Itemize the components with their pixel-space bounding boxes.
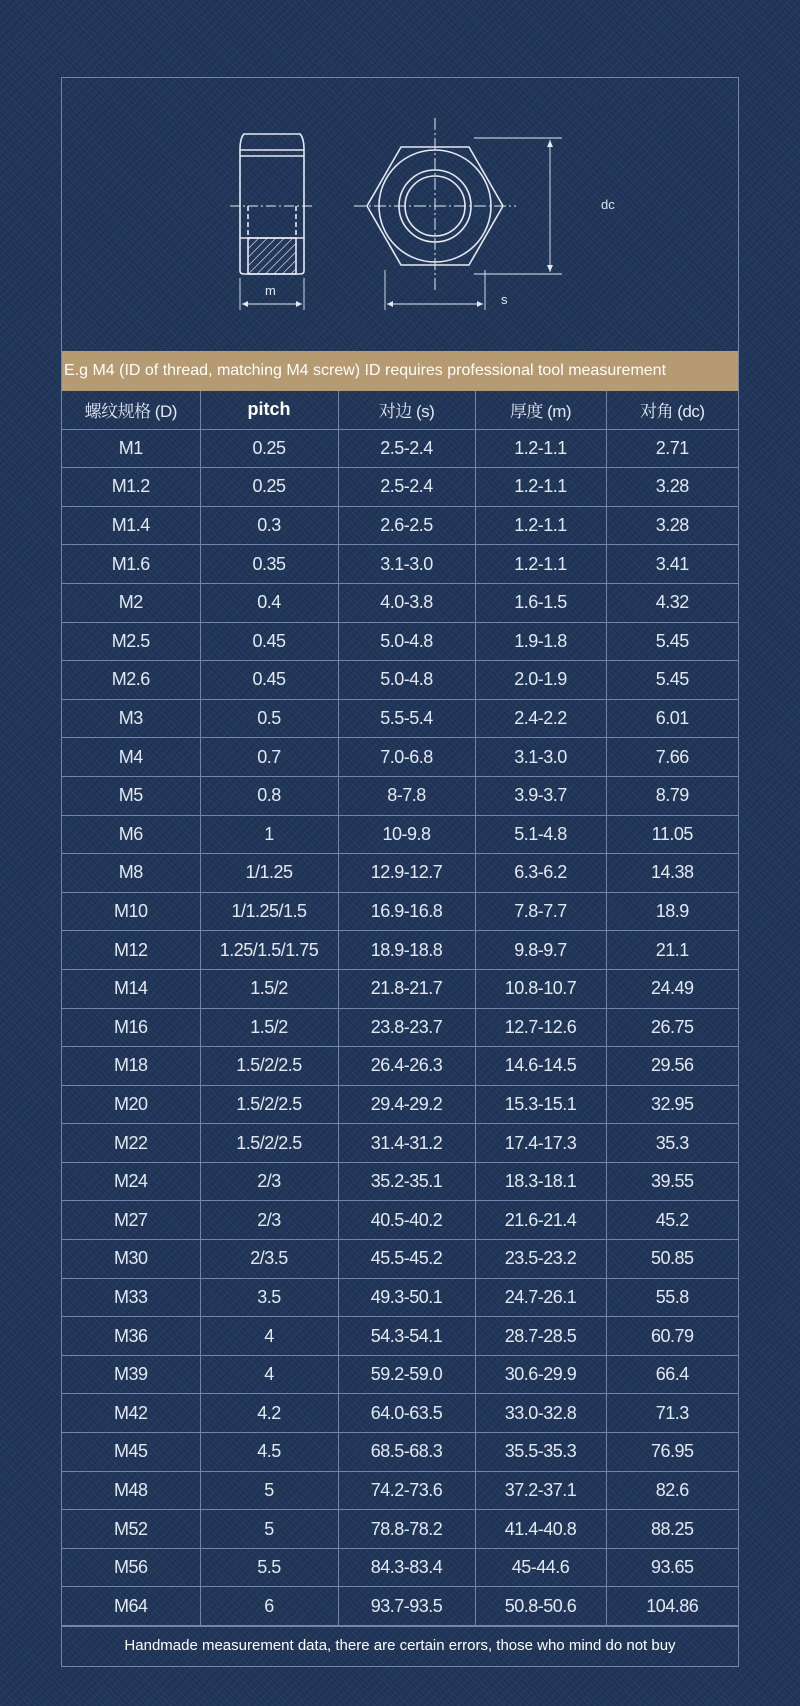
cell-pitch: 1.5/2 [200,969,338,1008]
cell-thread-spec: M4 [62,738,200,777]
cell-thread-spec: M5 [62,776,200,815]
cell-thread-spec: M45 [62,1433,200,1472]
table-body [62,429,738,1625]
hex-nut-diagram [62,78,738,351]
cell-across-corners: 60.79 [606,1317,738,1356]
cell-thread-spec: M6 [62,815,200,854]
table-row [62,1162,738,1201]
table-row [62,892,738,931]
cell-across-corners: 76.95 [606,1433,738,1472]
table-row [62,468,738,507]
cell-thickness: 1.2-1.1 [475,545,606,584]
cell-thickness: 23.5-23.2 [475,1240,606,1279]
table-header-row [62,391,738,429]
cell-thickness: 9.8-9.7 [475,931,606,970]
cell-thickness: 37.2-37.1 [475,1471,606,1510]
table-row [62,545,738,584]
cell-across-flats: 54.3-54.1 [338,1317,475,1356]
cell-thickness: 28.7-28.5 [475,1317,606,1356]
cell-pitch: 3.5 [200,1278,338,1317]
cell-across-corners: 88.25 [606,1510,738,1549]
cell-pitch: 4 [200,1317,338,1356]
table-row [62,506,738,545]
header-thread-spec: 螺纹规格 (D) [62,391,200,429]
table-row [62,1047,738,1086]
cell-thread-spec: M27 [62,1201,200,1240]
cell-across-corners: 5.45 [606,661,738,700]
cell-thickness: 15.3-15.1 [475,1085,606,1124]
table-row [62,583,738,622]
cell-across-flats: 2.5-2.4 [338,468,475,507]
cell-across-corners: 50.85 [606,1240,738,1279]
measurement-note-banner: E.g M4 (ID of thread, matching M4 screw) ID requires professional tool measurement [62,351,738,391]
table-row [62,622,738,661]
table-row [62,1510,738,1549]
dimension-label-dc: dc [601,197,615,212]
cell-thread-spec: M56 [62,1548,200,1587]
cell-thickness: 1.2-1.1 [475,429,606,468]
table-row [62,1433,738,1472]
table-row [62,738,738,777]
cell-across-corners: 2.71 [606,429,738,468]
cell-across-corners: 5.45 [606,622,738,661]
cell-thickness: 41.4-40.8 [475,1510,606,1549]
header-across-corners: 对角 (dc) [606,391,738,429]
cell-across-flats: 18.9-18.8 [338,931,475,970]
cell-thickness: 17.4-17.3 [475,1124,606,1163]
cell-across-corners: 4.32 [606,583,738,622]
cell-pitch: 6 [200,1587,338,1626]
cell-thread-spec: M20 [62,1085,200,1124]
cell-pitch: 0.8 [200,776,338,815]
cell-across-flats: 8-7.8 [338,776,475,815]
cell-pitch: 5 [200,1510,338,1549]
cell-across-flats: 68.5-68.3 [338,1433,475,1472]
cell-across-corners: 55.8 [606,1278,738,1317]
cell-thread-spec: M2.5 [62,622,200,661]
cell-across-flats: 93.7-93.5 [338,1587,475,1626]
cell-thread-spec: M1.2 [62,468,200,507]
cell-across-flats: 2.6-2.5 [338,506,475,545]
cell-across-corners: 21.1 [606,931,738,970]
cell-across-flats: 64.0-63.5 [338,1394,475,1433]
cell-across-corners: 14.38 [606,854,738,893]
cell-across-flats: 21.8-21.7 [338,969,475,1008]
cell-thread-spec: M22 [62,1124,200,1163]
cell-thread-spec: M1 [62,429,200,468]
cell-thickness: 45-44.6 [475,1548,606,1587]
cell-thickness: 2.0-1.9 [475,661,606,700]
cell-thread-spec: M1.4 [62,506,200,545]
nut-spec-table [62,391,738,1626]
cell-pitch: 1.5/2/2.5 [200,1047,338,1086]
cell-across-corners: 82.6 [606,1471,738,1510]
cell-across-corners: 26.75 [606,1008,738,1047]
cell-across-corners: 18.9 [606,892,738,931]
table-row [62,1355,738,1394]
cell-thread-spec: M24 [62,1162,200,1201]
table-row [62,1317,738,1356]
cell-across-corners: 66.4 [606,1355,738,1394]
cell-across-flats: 40.5-40.2 [338,1201,475,1240]
cell-thread-spec: M14 [62,969,200,1008]
cell-across-flats: 49.3-50.1 [338,1278,475,1317]
cell-across-corners: 7.66 [606,738,738,777]
table-row [62,1278,738,1317]
table-row [62,1008,738,1047]
cell-pitch: 0.45 [200,661,338,700]
cell-pitch: 1.5/2/2.5 [200,1124,338,1163]
table-row [62,661,738,700]
cell-across-corners: 32.95 [606,1085,738,1124]
cell-pitch: 0.5 [200,699,338,738]
cell-across-corners: 8.79 [606,776,738,815]
cell-pitch: 1.5/2 [200,1008,338,1047]
cell-thickness: 3.9-3.7 [475,776,606,815]
cell-across-flats: 12.9-12.7 [338,854,475,893]
cell-across-flats: 4.0-3.8 [338,583,475,622]
cell-across-flats: 5.5-5.4 [338,699,475,738]
table-row [62,1240,738,1279]
cell-across-flats: 5.0-4.8 [338,622,475,661]
cell-thread-spec: M18 [62,1047,200,1086]
cell-pitch: 0.7 [200,738,338,777]
spec-sheet-frame [61,77,739,1667]
cell-thickness: 1.2-1.1 [475,468,606,507]
cell-thickness: 7.8-7.7 [475,892,606,931]
cell-thickness: 1.9-1.8 [475,622,606,661]
cell-thread-spec: M64 [62,1587,200,1626]
cell-pitch: 4 [200,1355,338,1394]
cell-across-corners: 29.56 [606,1047,738,1086]
cell-thread-spec: M10 [62,892,200,931]
hex-nut-drawing [62,78,738,351]
cell-across-flats: 84.3-83.4 [338,1548,475,1587]
cell-pitch: 0.35 [200,545,338,584]
cell-thickness: 2.4-2.2 [475,699,606,738]
cell-thread-spec: M12 [62,931,200,970]
cell-thickness: 14.6-14.5 [475,1047,606,1086]
cell-thickness: 3.1-3.0 [475,738,606,777]
cell-pitch: 5.5 [200,1548,338,1587]
cell-thickness: 33.0-32.8 [475,1394,606,1433]
cell-thread-spec: M36 [62,1317,200,1356]
cell-across-flats: 29.4-29.2 [338,1085,475,1124]
table-row [62,1587,738,1626]
cell-across-corners: 11.05 [606,815,738,854]
cell-pitch: 1/1.25 [200,854,338,893]
cell-thickness: 6.3-6.2 [475,854,606,893]
cell-pitch: 4.5 [200,1433,338,1472]
table-row [62,1201,738,1240]
cell-across-flats: 2.5-2.4 [338,429,475,468]
cell-across-corners: 45.2 [606,1201,738,1240]
cell-pitch: 1.25/1.5/1.75 [200,931,338,970]
cell-thread-spec: M3 [62,699,200,738]
cell-across-flats: 35.2-35.1 [338,1162,475,1201]
cell-across-flats: 74.2-73.6 [338,1471,475,1510]
cell-across-flats: 23.8-23.7 [338,1008,475,1047]
cell-across-flats: 26.4-26.3 [338,1047,475,1086]
cell-pitch: 0.3 [200,506,338,545]
cell-thickness: 5.1-4.8 [475,815,606,854]
table-row [62,699,738,738]
cell-pitch: 0.45 [200,622,338,661]
cell-across-corners: 3.41 [606,545,738,584]
table-row [62,969,738,1008]
cell-thickness: 18.3-18.1 [475,1162,606,1201]
cell-pitch: 0.25 [200,468,338,507]
cell-across-corners: 3.28 [606,506,738,545]
cell-across-flats: 16.9-16.8 [338,892,475,931]
cell-thread-spec: M33 [62,1278,200,1317]
cell-thickness: 21.6-21.4 [475,1201,606,1240]
cell-pitch: 1 [200,815,338,854]
cell-across-flats: 10-9.8 [338,815,475,854]
cell-across-corners: 93.65 [606,1548,738,1587]
cell-pitch: 1.5/2/2.5 [200,1085,338,1124]
cell-thread-spec: M2 [62,583,200,622]
cell-across-corners: 35.3 [606,1124,738,1163]
cell-thread-spec: M30 [62,1240,200,1279]
cell-thread-spec: M42 [62,1394,200,1433]
cell-thread-spec: M48 [62,1471,200,1510]
header-pitch: pitch [200,391,338,429]
cell-across-flats: 3.1-3.0 [338,545,475,584]
cell-thread-spec: M39 [62,1355,200,1394]
table-row [62,815,738,854]
cell-thickness: 1.2-1.1 [475,506,606,545]
cell-thread-spec: M16 [62,1008,200,1047]
cell-across-flats: 59.2-59.0 [338,1355,475,1394]
cell-thread-spec: M8 [62,854,200,893]
cell-across-flats: 5.0-4.8 [338,661,475,700]
cell-pitch: 4.2 [200,1394,338,1433]
cell-pitch: 2/3.5 [200,1240,338,1279]
header-across-flats: 对边 (s) [338,391,475,429]
cell-pitch: 2/3 [200,1162,338,1201]
cell-thickness: 1.6-1.5 [475,583,606,622]
disclaimer-footnote: Handmade measurement data, there are certain errors, those who mind do not buy [62,1626,738,1666]
table-row [62,1471,738,1510]
cell-thickness: 12.7-12.6 [475,1008,606,1047]
cell-thickness: 50.8-50.6 [475,1587,606,1626]
cell-across-corners: 39.55 [606,1162,738,1201]
cell-pitch: 0.25 [200,429,338,468]
cell-thread-spec: M1.6 [62,545,200,584]
cell-across-corners: 104.86 [606,1587,738,1626]
cell-thread-spec: M52 [62,1510,200,1549]
cell-thickness: 30.6-29.9 [475,1355,606,1394]
table-row [62,776,738,815]
dimension-label-s: s [501,292,508,307]
cell-thread-spec: M2.6 [62,661,200,700]
cell-pitch: 2/3 [200,1201,338,1240]
dimension-label-m: m [265,283,276,298]
header-thickness: 厚度 (m) [475,391,606,429]
top-view [354,118,562,310]
table-row [62,1394,738,1433]
table-row [62,1085,738,1124]
cell-across-flats: 31.4-31.2 [338,1124,475,1163]
cell-pitch: 0.4 [200,583,338,622]
cell-thickness: 35.5-35.3 [475,1433,606,1472]
table-row [62,1548,738,1587]
table-row [62,1124,738,1163]
table-row [62,429,738,468]
cell-across-corners: 24.49 [606,969,738,1008]
cell-across-flats: 7.0-6.8 [338,738,475,777]
table-row [62,931,738,970]
cell-across-corners: 6.01 [606,699,738,738]
cell-thickness: 10.8-10.7 [475,969,606,1008]
cell-across-flats: 78.8-78.2 [338,1510,475,1549]
cell-across-corners: 71.3 [606,1394,738,1433]
cell-pitch: 1/1.25/1.5 [200,892,338,931]
cell-across-flats: 45.5-45.2 [338,1240,475,1279]
table-row [62,854,738,893]
cell-pitch: 5 [200,1471,338,1510]
cell-across-corners: 3.28 [606,468,738,507]
cell-thickness: 24.7-26.1 [475,1278,606,1317]
